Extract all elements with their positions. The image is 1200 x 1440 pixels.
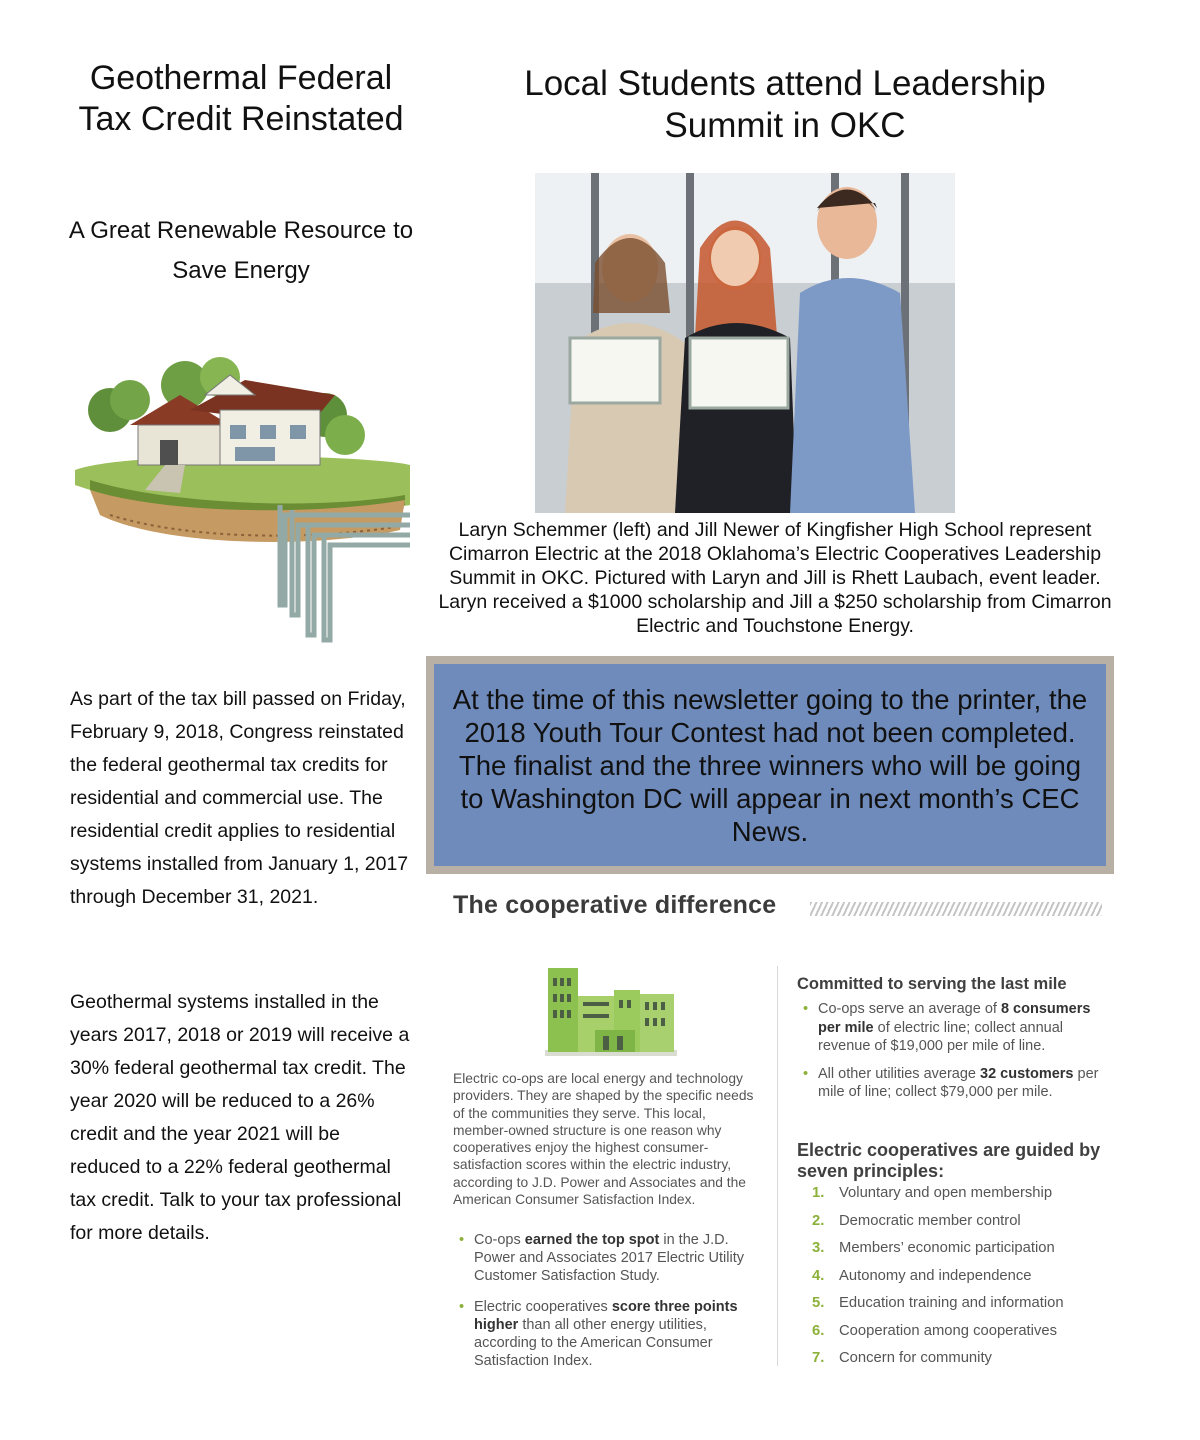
coop-description: Electric co-ops are local energy and technology providers. They are shaped by the specific needs of the communities they serve. This local, member-owned structure is one reason why cooperatives enjoy the highest consumer-satisfaction scores within the electric industry, according to J.D. Power and Associates and the American Consumer Satisfaction Index. bbox=[453, 1071, 754, 1208]
geothermal-subtitle: A Great Renewable Resource to Save Energy bbox=[68, 217, 414, 284]
principle-item: 5. Education training and information bbox=[812, 1295, 1064, 1311]
principle-item: 6. Cooperation among cooperatives bbox=[812, 1322, 1057, 1339]
summit-photo bbox=[535, 173, 955, 513]
principle-item: 2. Democratic member control bbox=[812, 1212, 1021, 1229]
youth-tour-notice-text: At the time of this newsletter going to the printer, the 2018 Youth Tour Contest had not been completed. The finalist and the three winners who will be going to Washington DC will appear in next month’s CEC News. bbox=[434, 664, 1106, 866]
last-mile-list bbox=[802, 1000, 1102, 1111]
list-item: • All other utilities average 32 customers per mile of line; collect $79,000 per mile. bbox=[802, 1065, 1102, 1102]
principle-item: 3. Members’ economic participation bbox=[812, 1240, 1055, 1256]
geothermal-house-illustration bbox=[70, 355, 415, 645]
summit-photo-caption: Laryn Schemmer (left) and Jill Newer of Kingfisher High School represent Cimarron Electric at the 2018 Oklahoma’s Electric Cooperatives Leadership Summit in OKC. Pictured with Laryn and Jill is Rhett Laubach, event leader. Laryn received a $1000 scholarship and Jill a $250 scholarship from Cimarron Electric and Touchstone Energy. bbox=[438, 519, 1112, 637]
heading-hatch-decoration bbox=[810, 902, 1102, 916]
principle-item: 7. Concern for community bbox=[812, 1350, 992, 1366]
summit-title: Local Students attend Leadership Summit in OKC bbox=[524, 64, 1046, 145]
geothermal-paragraph-1: As part of the tax bill passed on Friday, February 9, 2018, Congress reinstated the federal geothermal tax credits for residential and commercial use. The residential credit applies to residential systems installed from January 1, 2017 through December 31, 2021. bbox=[70, 688, 409, 908]
coop-satisfaction-list bbox=[458, 1231, 758, 1383]
list-item: • Electric cooperatives score three points higher than all other energy utilities, according to the American Consumer Satisfaction Index. bbox=[458, 1298, 758, 1370]
seven-principles-list bbox=[812, 1185, 1064, 1378]
column-divider bbox=[777, 966, 778, 1366]
list-item: • Co-ops earned the top spot in the J.D. Power and Associates 2017 Electric Utility Customer Satisfaction Study. bbox=[458, 1231, 758, 1285]
principles-heading: Electric cooperatives are guided by seven principles: bbox=[797, 1140, 1101, 1181]
geothermal-title: Geothermal Federal Tax Credit Reinstated bbox=[78, 59, 404, 138]
youth-tour-notice bbox=[426, 656, 1114, 874]
principle-item: 1. Voluntary and open membership bbox=[812, 1185, 1053, 1201]
buildings-icon bbox=[545, 966, 677, 1056]
coop-difference-heading: The cooperative difference bbox=[453, 891, 777, 919]
last-mile-heading: Committed to serving the last mile bbox=[797, 975, 1067, 993]
principle-item: 4. Autonomy and independence bbox=[812, 1267, 1032, 1284]
geothermal-paragraph-2: Geothermal systems installed in the years 2017, 2018 or 2019 will receive a 30% federal geothermal tax credit. The year 2020 will be reduced to a 26% credit and the year 2021 will be reduced to a 22% federal geothermal tax credit. Talk to your tax professional for more details. bbox=[70, 991, 410, 1244]
list-item: • Co-ops serve an average of 8 consumers per mile of electric line; collect annual revenue of $19,000 per mile of line. bbox=[802, 1000, 1102, 1056]
